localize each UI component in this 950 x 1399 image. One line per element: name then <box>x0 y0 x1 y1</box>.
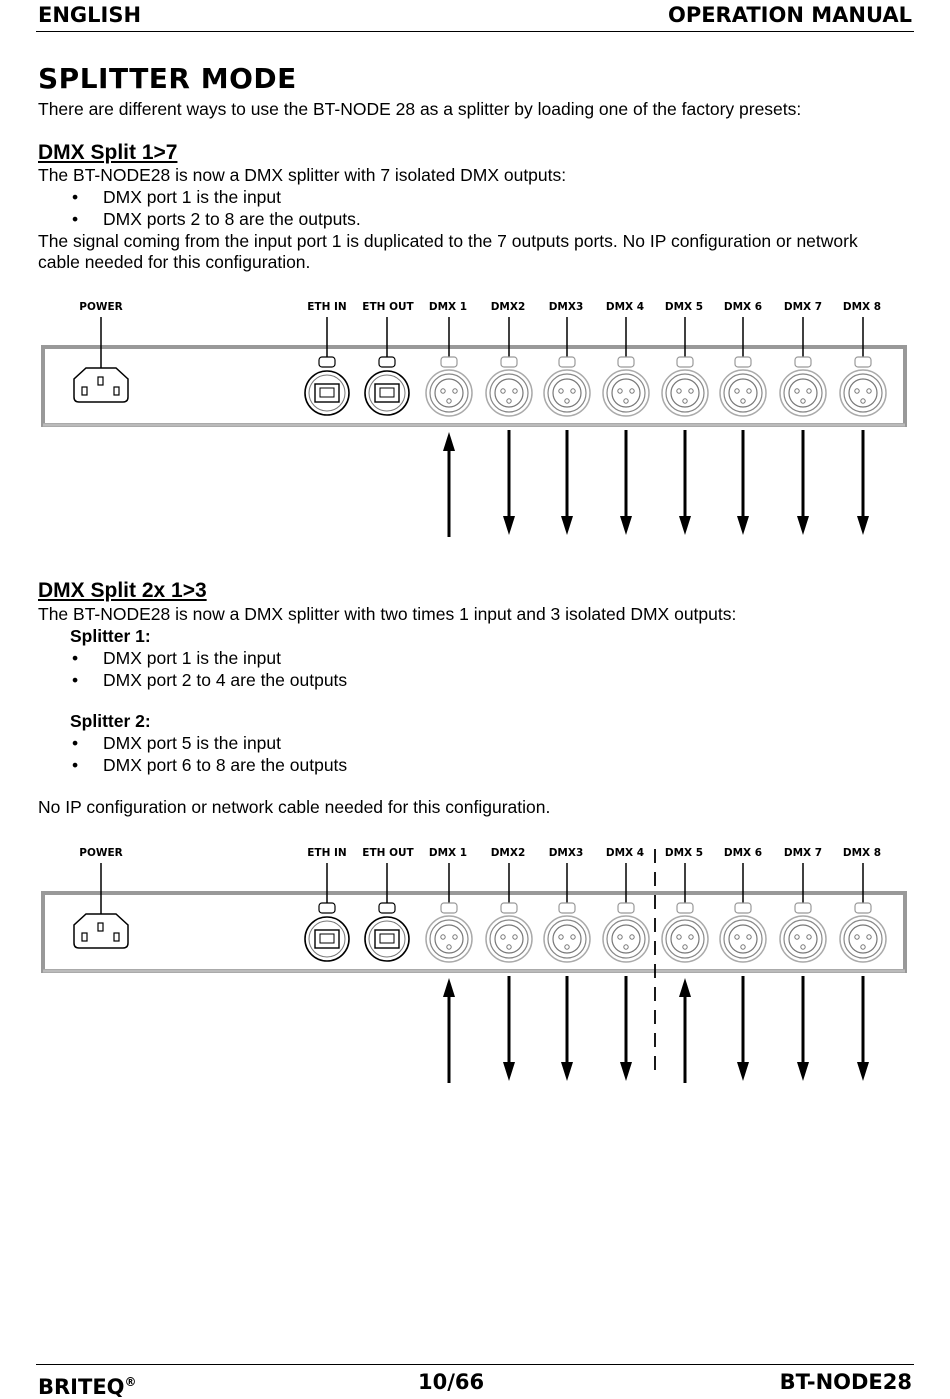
splitter1-label: Splitter 1: <box>70 626 151 646</box>
device-panel <box>43 893 905 971</box>
xlr-latch-icon <box>441 903 457 913</box>
output-arrow-icon <box>737 516 749 535</box>
dmx-port-label: DMX 4 <box>605 301 645 313</box>
dmx-port-label: DMX 7 <box>783 301 823 313</box>
output-arrow-icon <box>561 516 573 535</box>
output-arrow-icon <box>737 1062 749 1081</box>
section1-note-line2: cable needed for this configuration. <box>38 252 311 272</box>
xlr-jack-icon <box>720 370 766 416</box>
footer-rule <box>36 1364 914 1365</box>
section1-bullet: • DMX port 1 is the input <box>72 187 281 207</box>
eth-in-label: ETH IN <box>307 301 347 313</box>
footer-brand-name: BRITEQ <box>38 1375 125 1399</box>
output-arrow-icon <box>797 516 809 535</box>
splitter2-bullet: • DMX port 5 is the input <box>72 733 281 753</box>
xlr-jack-icon <box>486 916 532 962</box>
footer-brand <box>38 1370 137 1399</box>
splitter2-label: Splitter 2: <box>70 711 151 731</box>
output-arrow-icon <box>857 516 869 535</box>
eth-latch-icon <box>319 357 335 367</box>
xlr-jack-icon <box>780 370 826 416</box>
xlr-jack-icon <box>426 370 472 416</box>
output-arrow-icon <box>503 1062 515 1081</box>
xlr-jack-icon <box>662 916 708 962</box>
xlr-jack-icon <box>662 370 708 416</box>
splitter1-bullet: • DMX port 1 is the input <box>72 648 281 668</box>
xlr-latch-icon <box>501 903 517 913</box>
xlr-latch-icon <box>855 903 871 913</box>
xlr-jack-icon <box>603 370 649 416</box>
dmx-port-label: DMX 5 <box>664 301 704 313</box>
rj45-socket-icon <box>375 384 399 402</box>
xlr-latch-icon <box>795 903 811 913</box>
dmx-port-label: DMX 4 <box>605 847 645 859</box>
output-arrow-icon <box>797 1062 809 1081</box>
output-arrow-icon <box>620 1062 632 1081</box>
xlr-jack-icon <box>544 370 590 416</box>
section1-bullet-text: DMX ports 2 to 8 are the outputs. <box>103 209 361 229</box>
output-arrow-icon <box>561 1062 573 1081</box>
xlr-latch-icon <box>618 903 634 913</box>
dmx-port-label: DMX 6 <box>723 847 763 859</box>
dmx-port-label: DMX 8 <box>842 847 882 859</box>
xlr-latch-icon <box>677 903 693 913</box>
eth-out-label: ETH OUT <box>362 301 414 313</box>
xlr-jack-icon <box>720 916 766 962</box>
section1-text: The BT-NODE28 is now a DMX splitter with 7 isolated DMX outputs: <box>38 165 567 185</box>
xlr-latch-icon <box>559 357 575 367</box>
header-left: ENGLISH <box>38 3 142 27</box>
section2-heading: DMX Split 2x 1>3 <box>38 579 207 602</box>
eth-in-label: ETH IN <box>307 847 347 859</box>
input-arrow-icon <box>443 978 455 997</box>
eth-latch-icon <box>379 903 395 913</box>
splitter2-bullet-text: DMX port 5 is the input <box>103 733 281 753</box>
power-label: POWER <box>79 847 123 859</box>
footer-registered-mark: ® <box>124 1375 137 1389</box>
xlr-jack-icon <box>603 916 649 962</box>
splitter-diagram-2 <box>0 841 950 1091</box>
xlr-latch-icon <box>618 357 634 367</box>
dmx-port-label: DMX 6 <box>723 301 763 313</box>
xlr-jack-icon <box>426 916 472 962</box>
input-arrow-icon <box>443 432 455 451</box>
xlr-latch-icon <box>735 357 751 367</box>
xlr-latch-icon <box>559 903 575 913</box>
eth-latch-icon <box>379 357 395 367</box>
footer-model: BT-NODE28 <box>779 1370 912 1394</box>
dmx-port-label: DMX 5 <box>664 847 704 859</box>
power-label: POWER <box>79 301 123 313</box>
eth-out-label: ETH OUT <box>362 847 414 859</box>
dmx-port-label: DMX 8 <box>842 301 882 313</box>
splitter2-bullet-text: DMX port 6 to 8 are the outputs <box>103 755 348 775</box>
xlr-jack-icon <box>840 370 886 416</box>
splitter1-bullet-text: DMX port 1 is the input <box>103 648 281 668</box>
section1-note-line1: The signal coming from the input port 1 is duplicated to the 7 outputs ports. No IP configuration or network <box>38 231 858 251</box>
splitter1-bullet: • DMX port 2 to 4 are the outputs <box>72 670 348 690</box>
rj45-socket-icon <box>315 930 339 948</box>
device-panel <box>43 347 905 425</box>
section1-bullet-text: DMX port 1 is the input <box>103 187 281 207</box>
xlr-jack-icon <box>544 916 590 962</box>
splitter2-bullet: • DMX port 6 to 8 are the outputs <box>72 755 348 775</box>
dmx-port-label: DMX 1 <box>428 847 468 859</box>
splitter1-bullet-text: DMX port 2 to 4 are the outputs <box>103 670 348 690</box>
section1-heading: DMX Split 1>7 <box>38 141 178 164</box>
xlr-latch-icon <box>855 357 871 367</box>
xlr-latch-icon <box>735 903 751 913</box>
section2-text: The BT-NODE28 is now a DMX splitter with two times 1 input and 3 isolated DMX outputs: <box>38 604 737 624</box>
dmx-port-label: DMX3 <box>548 301 584 313</box>
footer-page-number: 10/66 <box>418 1370 485 1394</box>
header-right: OPERATION MANUAL <box>667 3 912 27</box>
output-arrow-icon <box>679 516 691 535</box>
dmx-port-label: DMX 1 <box>428 301 468 313</box>
intro-text: There are different ways to use the BT-NODE 28 as a splitter by loading one of the factory presets: <box>38 99 802 119</box>
eth-latch-icon <box>319 903 335 913</box>
xlr-latch-icon <box>501 357 517 367</box>
dmx-port-label: DMX2 <box>490 847 526 859</box>
rj45-socket-icon <box>315 384 339 402</box>
rj45-socket-icon <box>375 930 399 948</box>
splitter-diagram-1 <box>0 295 950 545</box>
input-arrow-icon <box>679 978 691 997</box>
output-arrow-icon <box>857 1062 869 1081</box>
dmx-port-label: DMX2 <box>490 301 526 313</box>
output-arrow-icon <box>503 516 515 535</box>
xlr-latch-icon <box>441 357 457 367</box>
section2-note: No IP configuration or network cable needed for this configuration. <box>38 797 551 817</box>
xlr-jack-icon <box>840 916 886 962</box>
dmx-port-label: DMX 7 <box>783 847 823 859</box>
xlr-latch-icon <box>795 357 811 367</box>
dmx-port-label: DMX3 <box>548 847 584 859</box>
xlr-latch-icon <box>677 357 693 367</box>
page-title: SPLITTER MODE <box>38 62 297 95</box>
section1-bullet: • DMX ports 2 to 8 are the outputs. <box>72 209 361 229</box>
header-rule <box>36 31 914 32</box>
xlr-jack-icon <box>486 370 532 416</box>
xlr-jack-icon <box>780 916 826 962</box>
output-arrow-icon <box>620 516 632 535</box>
